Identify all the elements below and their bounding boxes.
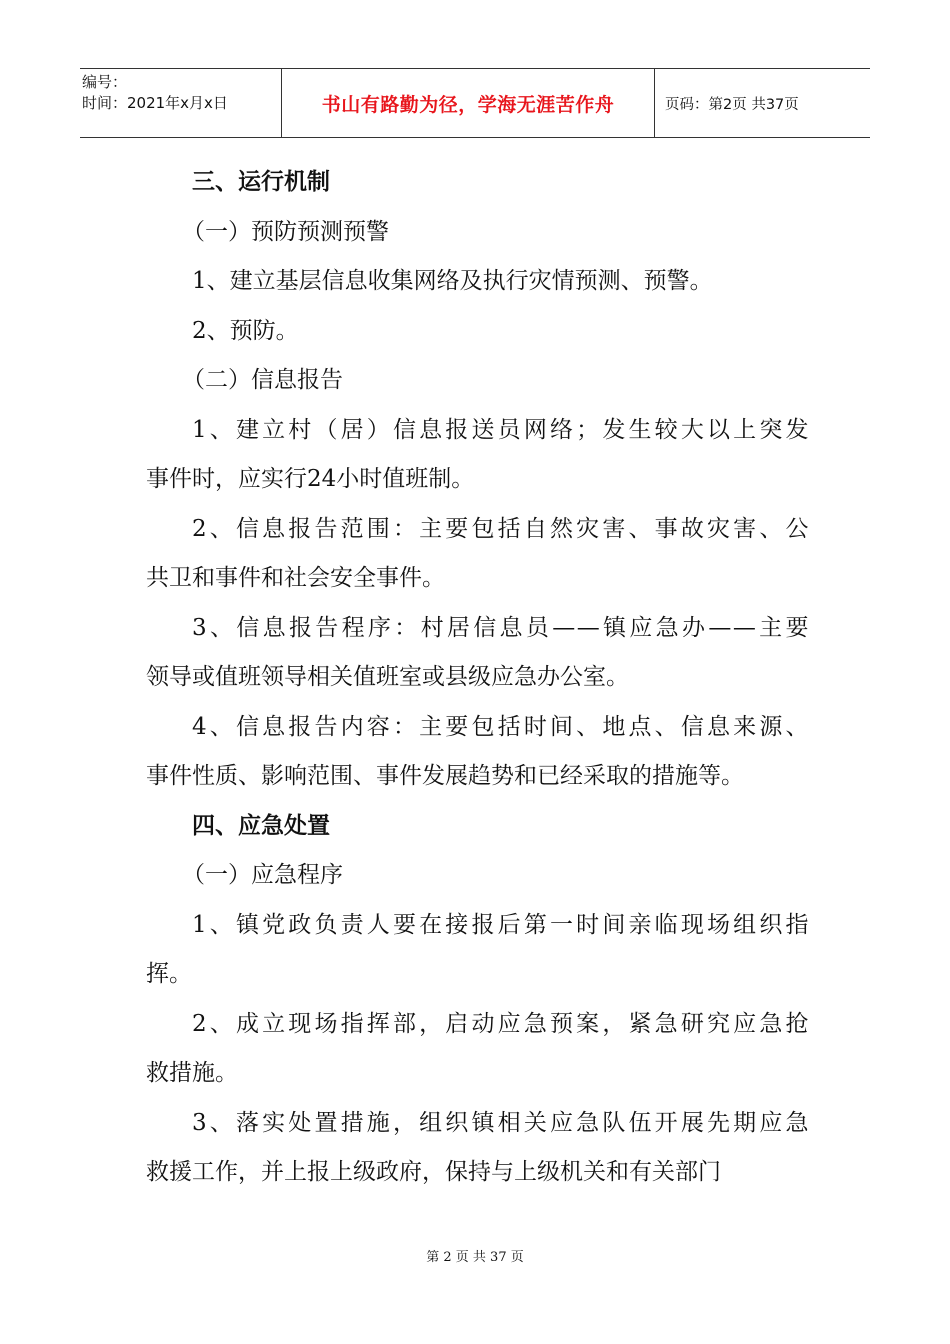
document-body [146, 158, 810, 1198]
paragraph-line: 2、成立现场指挥部，启动应急预案，紧急研究应急抢 [192, 1010, 810, 1037]
document-header [80, 68, 870, 138]
document-number-label: 编号： [82, 73, 128, 91]
document-time-label: 时间：2021年x月x日 [82, 94, 228, 112]
paragraph-line: 1、建立村（居）信息报送员网络；发生较大以上突发 [192, 416, 810, 443]
paragraph-line: 1、镇党政负责人要在接报后第一时间亲临现场组织指 [192, 911, 810, 938]
paragraph-line: 救援工作，并上报上级政府，保持与上级机关和有关部门 [146, 1159, 721, 1185]
paragraph-line: 1、建立基层信息收集网络及执行灾情预测、预警。 [192, 268, 713, 294]
paragraph-line: 领导或值班领导相关值班室或县级应急办公室。 [146, 664, 629, 690]
paragraph-line: 救措施。 [146, 1060, 238, 1086]
paragraph-line: 事件时，应实行24小时值班制。 [146, 466, 475, 492]
subsection-heading: （二）信息报告 [182, 367, 343, 393]
section-heading: 四、应急处置 [192, 812, 330, 839]
subsection-heading: （一）应急程序 [182, 862, 343, 888]
paragraph-line: 2、信息报告范围：主要包括自然灾害、事故灾害、公 [192, 515, 810, 542]
paragraph-line: 共卫和事件和社会安全事件。 [146, 565, 445, 591]
subsection-heading: （一）预防预测预警 [182, 218, 389, 245]
header-meta [80, 69, 282, 137]
header-page-cell [655, 69, 870, 137]
paragraph-line: 2、预防。 [192, 317, 299, 344]
paragraph-line: 3、信息报告程序：村居信息员——镇应急办——主要 [192, 614, 810, 641]
paragraph-line: 3、落实处置措施，组织镇相关应急队伍开展先期应急 [192, 1109, 810, 1136]
paragraph-line: 事件性质、影响范围、事件发展趋势和已经采取的措施等。 [146, 763, 744, 789]
section-heading: 三、运行机制 [192, 169, 330, 195]
page-footer: 第 2 页 共 37 页 [426, 1250, 524, 1265]
paragraph-line: 挥。 [146, 961, 192, 987]
header-page-info: 页码：第2页 共37页 [665, 96, 799, 113]
header-motto: 书山有路勤为径，学海无涯苦作舟 [321, 93, 615, 116]
header-motto-cell [282, 69, 655, 137]
paragraph-line: 4、信息报告内容：主要包括时间、地点、信息来源、 [192, 713, 810, 740]
